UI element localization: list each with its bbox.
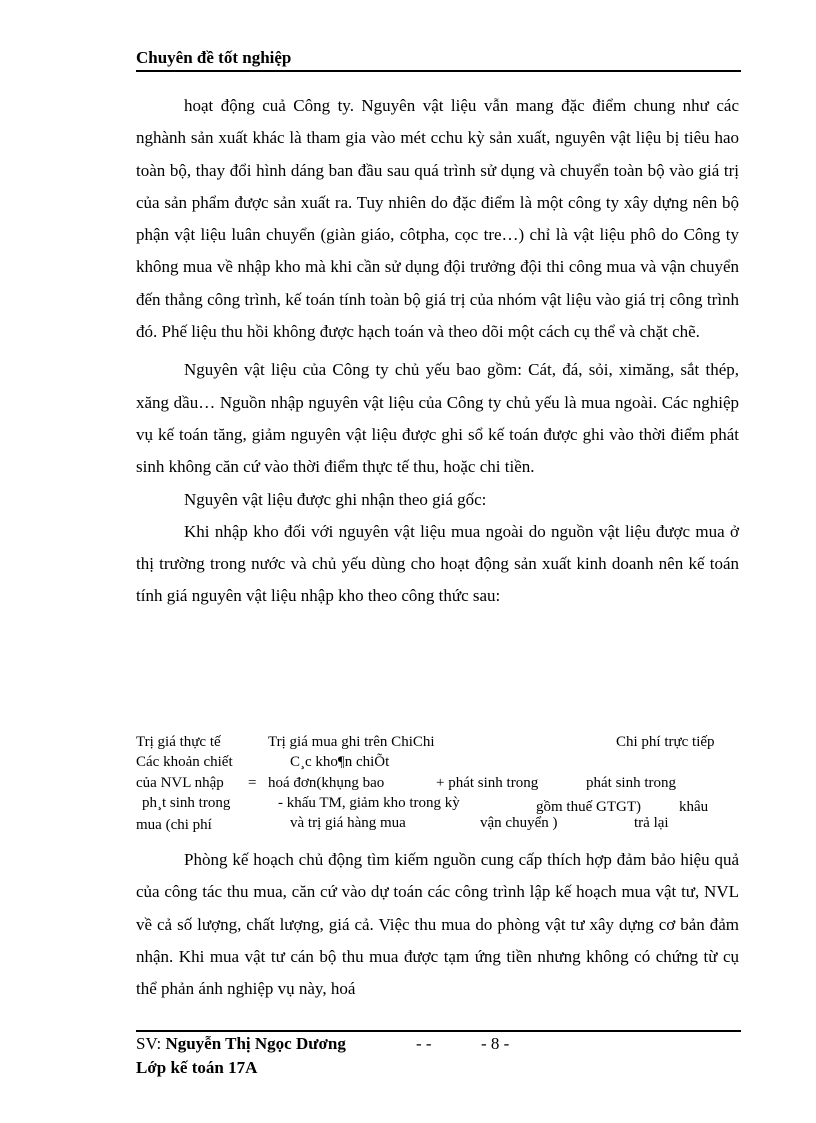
formula-text: trả lại <box>634 815 669 831</box>
main-text-continued <box>136 844 739 1005</box>
formula-text: - khấu TM, giảm kho trong kỳ <box>278 795 460 811</box>
paragraph-5: Phòng kế hoạch chủ động tìm kiếm nguồn cung cấp thích hợp đảm bảo hiệu quả của công tác thu mua, căn cứ vào dự toán các công trình lập kế hoạch mua vật tư, NVL về cả số lượng, chất lượng, giá cả. Việc thu mua do phòng vật tư xây dựng cơ bản đảm nhận. Khi mua vật tư cán bộ thu mua được tạm ứng tiền nhưng không có chứng từ cụ thể phản ánh nghiệp vụ này, hoá <box>136 850 739 999</box>
footer-mark: - - <box>416 1034 432 1053</box>
formula-text: Trị giá thực tế <box>136 734 221 750</box>
formula-text: Trị giá mua ghi trên ChiChi <box>268 734 435 750</box>
page-number: - 8 - <box>481 1034 510 1053</box>
paragraph-1: hoạt động cuả Công ty. Nguyên vật liệu vẫn mang đặc điểm chung như các nghành sản xuất khác là tham gia vào mét cchu kỳ sản xuất, nguyên vật liệu bị tiêu hao toàn bộ, thay đổi hình dáng ban đầu sau quá trình sử dụng và chuyển toàn bộ vào giá trị của sản phẩm được sản xuất ra. Tuy nhiên do đặc điểm là một công ty xây dựng nên bộ phận vật liệu luân chuyển (giàn giáo, côtpha, cọc tre…) chỉ là vật liệu phô do Công ty không mua về nhập kho mà khi cần sử dụng đội trưởng đội thi công mua và vận chuyển đến thẳng công trình, kế toán tính toàn bộ giá trị của nhóm vật liệu vào giá trị công trình đó. Phế liệu thu hồi không được hạch toán và theo dõi một cách cụ thể và chặt chẽ. <box>136 96 739 342</box>
formula-text: của NVL nhập <box>136 775 224 791</box>
page-header-title: Chuyên đề tốt nghiệp <box>136 48 292 67</box>
formula-text: gồm thuế GTGT) <box>536 799 641 815</box>
formula-text: và trị giá hàng mua <box>290 815 406 831</box>
student-name: Nguyễn Thị Ngọc Dương <box>165 1034 346 1053</box>
footer-class: Lớp kế toán 17A <box>136 1058 258 1077</box>
formula-text: vận chuyển ) <box>480 815 558 831</box>
formula-text: phát sinh trong <box>586 775 676 791</box>
formula-text: ph¸t sinh trong <box>142 795 231 811</box>
formula-text: C¸c kho¶n chiÕt <box>290 754 390 770</box>
footer-divider <box>136 1030 741 1032</box>
footer-student <box>136 1034 346 1054</box>
formula-text: khâu <box>679 799 709 815</box>
formula-text: + phát sinh trong <box>436 775 539 791</box>
paragraph-4: Khi nhập kho đối với nguyên vật liệu mua ngoài do nguồn vật liệu được mua ở thị trường trong nước và chủ yếu dùng cho hoạt động sản xuất kinh doanh nên kế toán tính giá nguyên vật liệu nhập kho theo công thức sau: <box>136 521 739 606</box>
formula-text: mua (chi phí <box>136 817 212 833</box>
formula-text: = <box>248 775 257 791</box>
paragraph-3: Nguyên vật liệu được ghi nhận theo giá gốc: <box>184 489 487 509</box>
paragraph-2: Nguyên vật liệu của Công ty chủ yếu bao gồm: Cát, đá, sỏi, ximăng, sắt thép, xăng dầu… Nguồn nhập nguyên vật liệu của Công ty chủ yếu là mua ngoài. Các nghiệp vụ kế toán tăng, giảm nguyên vật liệu được ghi sổ kế toán được ghi vào thời điểm phát sinh không căn cứ vào thời điểm thực tế thu, hoặc chi tiền. <box>136 360 739 477</box>
formula-text: Chi phí trực tiếp <box>616 734 715 750</box>
header-divider <box>136 70 741 72</box>
main-text <box>136 90 739 613</box>
formula-text: hoá đơn(khụng bao <box>268 775 385 791</box>
formula-text: Các khoản chiết <box>136 754 233 770</box>
footer-sv-label: SV: <box>136 1034 162 1053</box>
